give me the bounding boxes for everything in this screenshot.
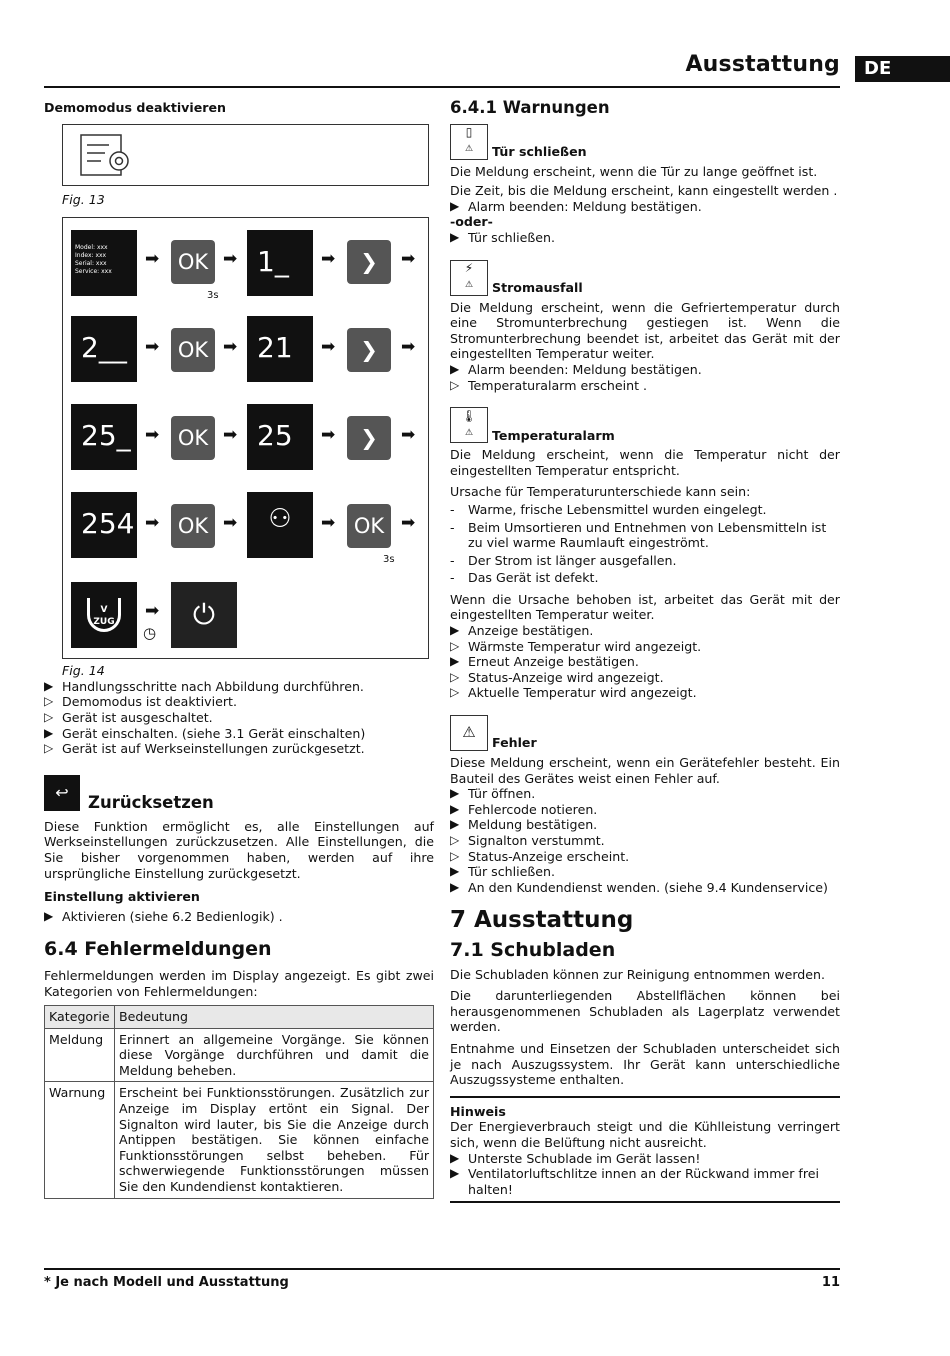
power-text: Die Meldung erscheint, wenn die Gefriertemperatur durch eine Stromunterbrechung gestiegen ist. Wenn die Stromunterbrechung beendet ist, arbeitet das Gerät mit der eingestellten Temperatur weiter. bbox=[450, 299, 840, 362]
step-item: ▶ Alarm beenden: Meldung bestätigen. bbox=[450, 361, 702, 377]
step-item: ▶ Ventilatorluftschlitze innen an der Rückwand immer frei halten! bbox=[450, 1166, 819, 1197]
step-item: ▶ Meldung bestätigen. bbox=[450, 817, 598, 833]
step-item: ▷ Signalton verstummt. bbox=[450, 833, 605, 848]
blink-display-tile: 21 bbox=[247, 316, 313, 382]
drawers-text: Die Schubladen können zur Reinigung entnommen werden. bbox=[450, 966, 826, 982]
step-item: ▶ Fehlercode notieren. bbox=[450, 801, 598, 817]
demo-heading: Demomodus deaktivieren bbox=[44, 100, 226, 115]
ausstattung-heading: 7 Ausstattung bbox=[450, 907, 634, 934]
reset-section bbox=[44, 775, 434, 925]
entry-tile-1: 2__ bbox=[71, 316, 137, 382]
door-warning bbox=[450, 124, 840, 246]
arrow-right-icon: ➡ bbox=[223, 337, 238, 358]
power-off-tile: ⏻ bbox=[171, 582, 237, 648]
drawers-text: Die darunterliegenden Abstellflächen können bei herausgenommenen Schubladen als Lagerplatz verwendet werden. bbox=[450, 988, 840, 1035]
fig13-box bbox=[62, 124, 429, 186]
arrow-right-icon: ➡ bbox=[401, 425, 416, 446]
arrow-right-icon: ➡ bbox=[223, 425, 238, 446]
header-divider bbox=[44, 86, 840, 88]
activate-heading: Einstellung aktivieren bbox=[44, 889, 200, 905]
reset-icon: ↩ bbox=[44, 775, 80, 811]
step-item: ▷ Gerät ist ausgeschaltet. bbox=[44, 709, 213, 725]
fault-warning-title: Fehler bbox=[492, 735, 537, 751]
steps-list bbox=[44, 679, 434, 757]
drawers-text: Entnahme und Einsetzen der Schubladen unterscheidet sich je nach Auszugssystem. Ihr Gerät kann unterschiedliche Auszugssysteme enthalten. bbox=[450, 1040, 840, 1088]
list-item: - Beim Umsortieren und Entnehmen von Lebensmitteln ist zu viel warme Raumlauft eingeströmt. bbox=[450, 519, 827, 551]
reset-text: Diese Funktion ermöglicht es, alle Einstellungen auf Werkseinstellungen zurückzusetzen. Alle Einstellungen, die Sie bisher vorgenommen haben, werden auf ihre ursprüngliche Einstellung zurückgesetzt. bbox=[44, 818, 434, 881]
fig14-box bbox=[62, 217, 429, 659]
fig13-caption: Fig. 13 bbox=[62, 191, 105, 207]
warnings-heading: 6.4.1 Warnungen bbox=[450, 98, 610, 117]
error-category-table bbox=[44, 1005, 434, 1199]
clock-icon: ◷ bbox=[143, 624, 157, 643]
settings-list-icon bbox=[79, 131, 139, 181]
next-button: ❯ bbox=[347, 240, 391, 284]
step-item: ▷ Status-Anzeige erscheint. bbox=[450, 848, 630, 864]
blink-display-tile: 1_ bbox=[247, 230, 313, 296]
footer-divider bbox=[44, 1268, 840, 1270]
hint-title: Hinweis bbox=[450, 1103, 506, 1119]
left-column bbox=[44, 100, 434, 1199]
drawers-heading: 7.1 Schubladen bbox=[450, 938, 616, 961]
footer-note: * Je nach Modell und Ausstattung bbox=[44, 1275, 289, 1290]
fault-text: Diese Meldung erscheint, wenn ein Gerätefehler besteht. Ein Bauteil des Gerätes weist einen Fehler auf. bbox=[450, 755, 840, 786]
errors-intro: Fehlermeldungen werden im Display angezeigt. Es gibt zwei Kategorien von Fehlermeldungen: bbox=[44, 967, 434, 999]
step-item: ▷ Demomodus ist deaktiviert. bbox=[44, 694, 237, 710]
step-item: ▶ Gerät einschalten. (siehe 3.1 Gerät einschalten) bbox=[44, 725, 366, 741]
oder-label: -oder- bbox=[450, 214, 493, 230]
arrow-right-icon: ➡ bbox=[223, 513, 238, 534]
step-item: ▶ An den Kundendienst wenden. (siehe 9.4 Kundenservice) bbox=[450, 879, 828, 895]
step-item: ▷ Temperaturalarm erscheint . bbox=[450, 377, 648, 393]
hint-text: Der Energieverbrauch steigt und die Kühlleistung verringert sich, wenn die Belüftung nicht ausreicht. bbox=[450, 1119, 840, 1150]
arrow-right-icon: ➡ bbox=[321, 337, 336, 358]
temp-text: Die Meldung erscheint, wenn die Temperatur nicht der eingestellten Temperatur entspricht. bbox=[450, 447, 840, 478]
entry-tile-3: 254 bbox=[71, 492, 137, 558]
arrow-right-icon: ➡ bbox=[321, 249, 336, 270]
hold-3s-label: 3s bbox=[383, 554, 395, 566]
list-item: - Das Gerät ist defekt. bbox=[450, 570, 599, 586]
fig14-caption: Fig. 14 bbox=[62, 663, 105, 679]
arrow-right-icon: ➡ bbox=[223, 249, 238, 270]
step-item: ▷ Aktuelle Temperatur wird angezeigt. bbox=[450, 685, 697, 701]
step-item: ▶ Tür schließen. bbox=[450, 864, 556, 880]
arrow-right-icon: ➡ bbox=[401, 249, 416, 270]
step-item: ▶ Unterste Schublade im Gerät lassen! bbox=[450, 1150, 701, 1166]
thermometer-icon: 🌡 ⚠ bbox=[450, 407, 488, 443]
arrow-right-icon: ➡ bbox=[401, 513, 416, 534]
table-cell: Warnung bbox=[45, 1082, 115, 1198]
ok-button: OK bbox=[347, 504, 391, 548]
next-button: ❯ bbox=[347, 416, 391, 460]
serial-line: Serial: xxx bbox=[75, 260, 107, 268]
index-line: Index: xxx bbox=[75, 252, 107, 260]
language-badge: DE bbox=[855, 56, 950, 82]
blink-display-tile: 25 bbox=[247, 404, 313, 470]
ok-button: OK bbox=[171, 328, 215, 372]
door-warning-title: Tür schließen bbox=[492, 144, 587, 159]
table-cell: Meldung bbox=[45, 1028, 115, 1082]
service-line: Service: xxx bbox=[75, 268, 112, 276]
door-text: Die Zeit, bis die Meldung erscheint, kann eingestellt werden . bbox=[450, 183, 838, 199]
blink-digit: 1 bbox=[257, 245, 275, 279]
list-item: - Der Strom ist länger ausgefallen. bbox=[450, 552, 677, 568]
arrow-right-icon: ➡ bbox=[145, 249, 160, 270]
step-item: ▶ Tür schließen. bbox=[450, 229, 556, 245]
temp-text: Wenn die Ursache behoben ist, arbeitet das Gerät mit der eingestellten Temperatur weiter. bbox=[450, 591, 840, 623]
step-item: ▶ Tür öffnen. bbox=[450, 786, 536, 802]
user-info-tile: ⚇ bbox=[247, 492, 313, 558]
table-header-cell: Kategorie bbox=[45, 1006, 115, 1029]
step-item: ▷ Wärmste Temperatur wird angezeigt. bbox=[450, 638, 702, 654]
temperature-warning bbox=[450, 407, 840, 701]
step-item: ▶ Handlungsschritte nach Abbildung durchführen. bbox=[44, 678, 364, 694]
table-cell: Erscheint bei Funktionsstörungen. Zusätzlich zur Anzeige im Display ertönt ein Signal. Der Signalton wird lauter, bis Sie die Anzeige durch Antippen bestätigen. Sie können einfache Funktionsstörungen selbst beheben. Für schwerwiegende Funktionsstörungen müssen Sie den Kundendienst kontaktieren. bbox=[115, 1082, 434, 1198]
fault-warning bbox=[450, 715, 840, 895]
activate-step: ▶ Aktivieren (siehe 6.2 Bedienlogik) . bbox=[44, 908, 283, 924]
hint-box bbox=[450, 1096, 840, 1204]
step-item: ▶ Anzeige bestätigen. bbox=[450, 623, 594, 639]
vzug-logo-tile bbox=[71, 582, 137, 648]
section-title: Ausstattung bbox=[685, 52, 840, 77]
page-number: 11 bbox=[821, 1275, 840, 1290]
temp-text: Ursache für Temperaturunterschiede kann sein: bbox=[450, 484, 751, 500]
door-open-icon: ▯ ⚠ bbox=[450, 124, 488, 160]
entry-tile-2: 25_ bbox=[71, 404, 137, 470]
ok-button: OK bbox=[171, 416, 215, 460]
lightning-icon: ⚡ ⚠ bbox=[450, 260, 488, 296]
table-row bbox=[45, 1028, 434, 1082]
power-warning-title: Stromausfall bbox=[492, 279, 583, 295]
step-item: ▶ Erneut Anzeige bestätigen. bbox=[450, 654, 639, 670]
arrow-right-icon: ➡ bbox=[145, 601, 160, 622]
reset-heading: Zurücksetzen bbox=[88, 793, 214, 813]
step-item: ▷ Status-Anzeige wird angezeigt. bbox=[450, 669, 664, 685]
table-cell: Erinnert an allgemeine Vorgänge. Sie können diese Vorgänge durchführen und damit die Meldung beheben. bbox=[115, 1028, 434, 1082]
right-column bbox=[450, 100, 840, 1203]
model-info-tile bbox=[71, 230, 137, 296]
ok-button: OK bbox=[171, 240, 215, 284]
arrow-right-icon: ➡ bbox=[401, 337, 416, 358]
table-header-cell: Bedeutung bbox=[115, 1006, 434, 1029]
list-item: - Warme, frische Lebensmittel wurden eingelegt. bbox=[450, 501, 767, 517]
step-item: ▷ Gerät ist auf Werkseinstellungen zurückgesetzt. bbox=[44, 741, 365, 757]
warning-triangle-icon: ⚠ bbox=[450, 715, 488, 751]
temperature-warning-title: Temperaturalarm bbox=[492, 427, 615, 443]
model-line: Model: xxx bbox=[75, 244, 108, 252]
arrow-right-icon: ➡ bbox=[145, 513, 160, 534]
step-item: ▶ Alarm beenden: Meldung bestätigen. bbox=[450, 198, 702, 214]
next-button: ❯ bbox=[347, 328, 391, 372]
vzug-logo: V ZUG bbox=[87, 598, 121, 632]
arrow-right-icon: ➡ bbox=[145, 337, 160, 358]
arrow-right-icon: ➡ bbox=[145, 425, 160, 446]
ok-button: OK bbox=[171, 504, 215, 548]
power-warning bbox=[450, 260, 840, 394]
table-row bbox=[45, 1082, 434, 1198]
arrow-right-icon: ➡ bbox=[321, 425, 336, 446]
door-text: Die Meldung erscheint, wenn die Tür zu lange geöffnet ist. bbox=[450, 163, 818, 179]
errors-heading: 6.4 Fehlermeldungen bbox=[44, 938, 272, 961]
arrow-right-icon: ➡ bbox=[321, 513, 336, 534]
table-header-row bbox=[45, 1006, 434, 1029]
hold-3s-label: 3s bbox=[207, 290, 219, 302]
